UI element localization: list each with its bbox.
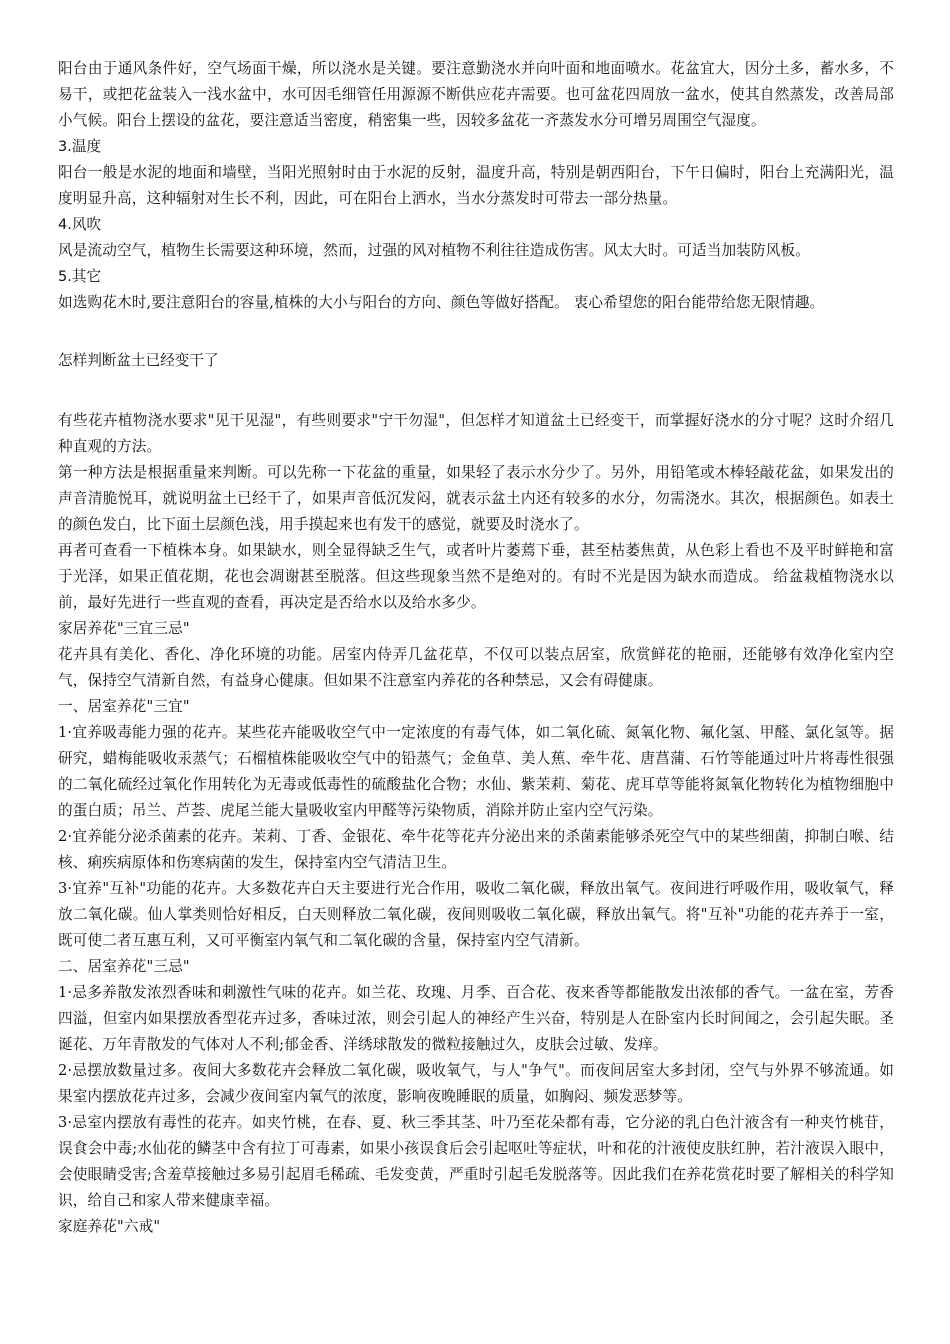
heading-temperature: 3.温度 — [58, 138, 102, 155]
paragraph-method-weight: 第一种方法是根据重量来判断。可以先称一下花盆的重量，如果轻了表示水分少了。另外，用铅笔或木棒轻敲花盆，如果发出的声音清脆悦耳，就说明盆土已经干了，如果声音低沉发闷，就表示盆土内还有较多的水分，勿需浇水。其次，根据颜色。如表土的颜色发白，比下面土层颜色浅，用手摸起来也有发干的感觉，就要及时浇水了。 — [58, 464, 894, 533]
section-title-soil-dry: 怎样判断盆土已经变干了 — [58, 352, 219, 369]
heading-other: 5.其它 — [58, 268, 102, 285]
paragraph-other: 如选购花木时,要注意阳台的容量,植株的大小与阳台的方向、颜色等做好搭配。 衷心希望您的阳台能带给您无限情趣。 — [58, 294, 825, 311]
heading-wind: 4.风吹 — [58, 216, 102, 233]
subheading-three-donts: 二、居室养花"三忌" — [58, 958, 190, 975]
spacer — [58, 374, 894, 408]
paragraph-flower-function: 花卉具有美化、香化、净化环境的功能。居室内侍弄几盆花草，不仅可以装点居室，欣赏鲜花的艳丽，还能够有效净化室内空气，保持空气清新自然，有益身心健康。但如果不注意室内养花的各种禁忌，又会有碍健康。 — [58, 646, 894, 689]
section-title-six-precautions: 家庭养花"六戒" — [58, 1218, 161, 1235]
paragraph-dont-1: 1·忌多养散发浓烈香味和刺激性气味的花卉。如兰花、玫瑰、月季、百合花、夜来香等都能散发出浓郁的香气。一盆在室，芳香四溢，但室内如果摆放香型花卉过多，香味过浓，则会引起人的神经产生兴奋，特别是人在卧室内长时间闻之，会引起失眠。圣诞花、万年青散发的气体对人不利;郁金香、洋绣球散发的微粒接触过久，皮肤会过敏、发痒。 — [58, 984, 894, 1053]
document-page — [58, 56, 894, 1240]
paragraph-wind: 风是流动空气，植物生长需要这种环境，然而，过强的风对植物不利往往造成伤害。风太大时。可适当加装防风板。 — [58, 242, 810, 259]
subheading-three-dos: 一、居室养花"三宜" — [58, 698, 190, 715]
paragraph-method-plant: 再者可查看一下植株本身。如果缺水，则全显得缺乏生气，或者叶片萎蔫下垂，甚至枯萎焦黄，从色彩上看也不及平时鲜艳和富于光泽，如果正值花期，花也会凋谢甚至脱落。但这些现象当然不是绝对的。有时不光是因为缺水而造成。 给盆栽植物浇水以前，最好先进行一些直观的查看，再决定是否给水以及给水多少。 — [58, 542, 894, 611]
spacer — [58, 316, 894, 348]
paragraph-temperature: 阳台一般是水泥的地面和墙壁，当阳光照射时由于水泥的反射，温度升高，特别是朝西阳台，下午日偏时，阳台上充满阳光，温度明显升高，这种辐射对生长不利，因此，可在阳台上洒水，当水分蒸发时可带去一部分热量。 — [58, 164, 894, 207]
paragraph-do-2: 2·宜养能分泌杀菌素的花卉。茉莉、丁香、金银花、牵牛花等花卉分泌出来的杀菌素能够杀死空气中的某些细菌，抑制白喉、结核、痢疾病原体和伤寒病菌的发生，保持室内空气清洁卫生。 — [58, 828, 894, 871]
paragraph-watering: 阳台由于通风条件好，空气场面干燥，所以浇水是关键。要注意勤浇水并向叶面和地面喷水。花盆宜大，因分土多，蓄水多，不易干，或把花盆装入一浅水盆中，水可因毛细管任用源源不断供应花卉需要。也可盆花四周放一盆水，使其自然蒸发，改善局部小气候。阳台上摆设的盆花，要注意适当密度，稍密集一些，因较多盆花一齐蒸发水分可增另周围空气湿度。 — [58, 60, 894, 129]
paragraph-intro-soil: 有些花卉植物浇水要求"见干见湿"，有些则要求"宁干勿湿"，但怎样才知道盆土已经变干，而掌握好浇水的分寸呢？这时介绍几种直观的方法。 — [58, 412, 894, 455]
paragraph-do-1: 1·宜养吸毒能力强的花卉。某些花卉能吸收空气中一定浓度的有毒气体，如二氧化硫、氮氧化物、氟化氢、甲醛、氯化氢等。据研究，蜡梅能吸收汞蒸气；石榴植株能吸收空气中的铅蒸气；金鱼草、美人蕉、牵牛花、唐菖蒲、石竹等能通过叶片将毒性很强的二氧化硫经过氧化作用转化为无毒或低毒性的硫酸盐化合物；水仙、紫茉莉、菊花、虎耳草等能将氮氧化物转化为植物细胞中的蛋白质；吊兰、芦荟、虎尾兰能大量吸收室内甲醛等污染物质，消除并防止室内空气污染。 — [58, 724, 894, 819]
paragraph-do-3: 3·宜养"互补"功能的花卉。大多数花卉白天主要进行光合作用，吸收二氧化碳，释放出氧气。夜间进行呼吸作用，吸收氧气，释放二氧化碳。仙人掌类则恰好相反，白天则释放二氧化碳，夜间则吸收二氧化碳，释放出氧气。将"互补"功能的花卉养于一室，既可使二者互惠互利，又可平衡室内氧气和二氧化碳的含量，保持室内空气清新。 — [58, 880, 894, 949]
section-title-three-dos-donts: 家居养花"三宜三忌" — [58, 620, 190, 637]
paragraph-dont-3: 3·忌室内摆放有毒性的花卉。如夹竹桃，在春、夏、秋三季其茎、叶乃至花朵都有毒，它分泌的乳白色汁液含有一种夹竹桃苷，误食会中毒;水仙花的鳞茎中含有拉丁可毒素，如果小孩误食后会引起呕吐等症状，叶和花的汁液使皮肤红肿，若汁液误入眼中，会使眼睛受害;含羞草接触过多易引起眉毛稀疏、毛发变黄，严重时引起毛发脱落等。因此我们在养花赏花时要了解相关的科学知识，给自己和家人带来健康幸福。 — [58, 1114, 894, 1209]
paragraph-dont-2: 2·忌摆放数量过多。夜间大多数花卉会释放二氧化碳，吸收氧气，与人"争气"。而夜间居室大多封闭，空气与外界不够流通。如果室内摆放花卉过多，会减少夜间室内氧气的浓度，影响夜晚睡眠的质量，如胸闷、频发恶梦等。 — [58, 1062, 894, 1105]
